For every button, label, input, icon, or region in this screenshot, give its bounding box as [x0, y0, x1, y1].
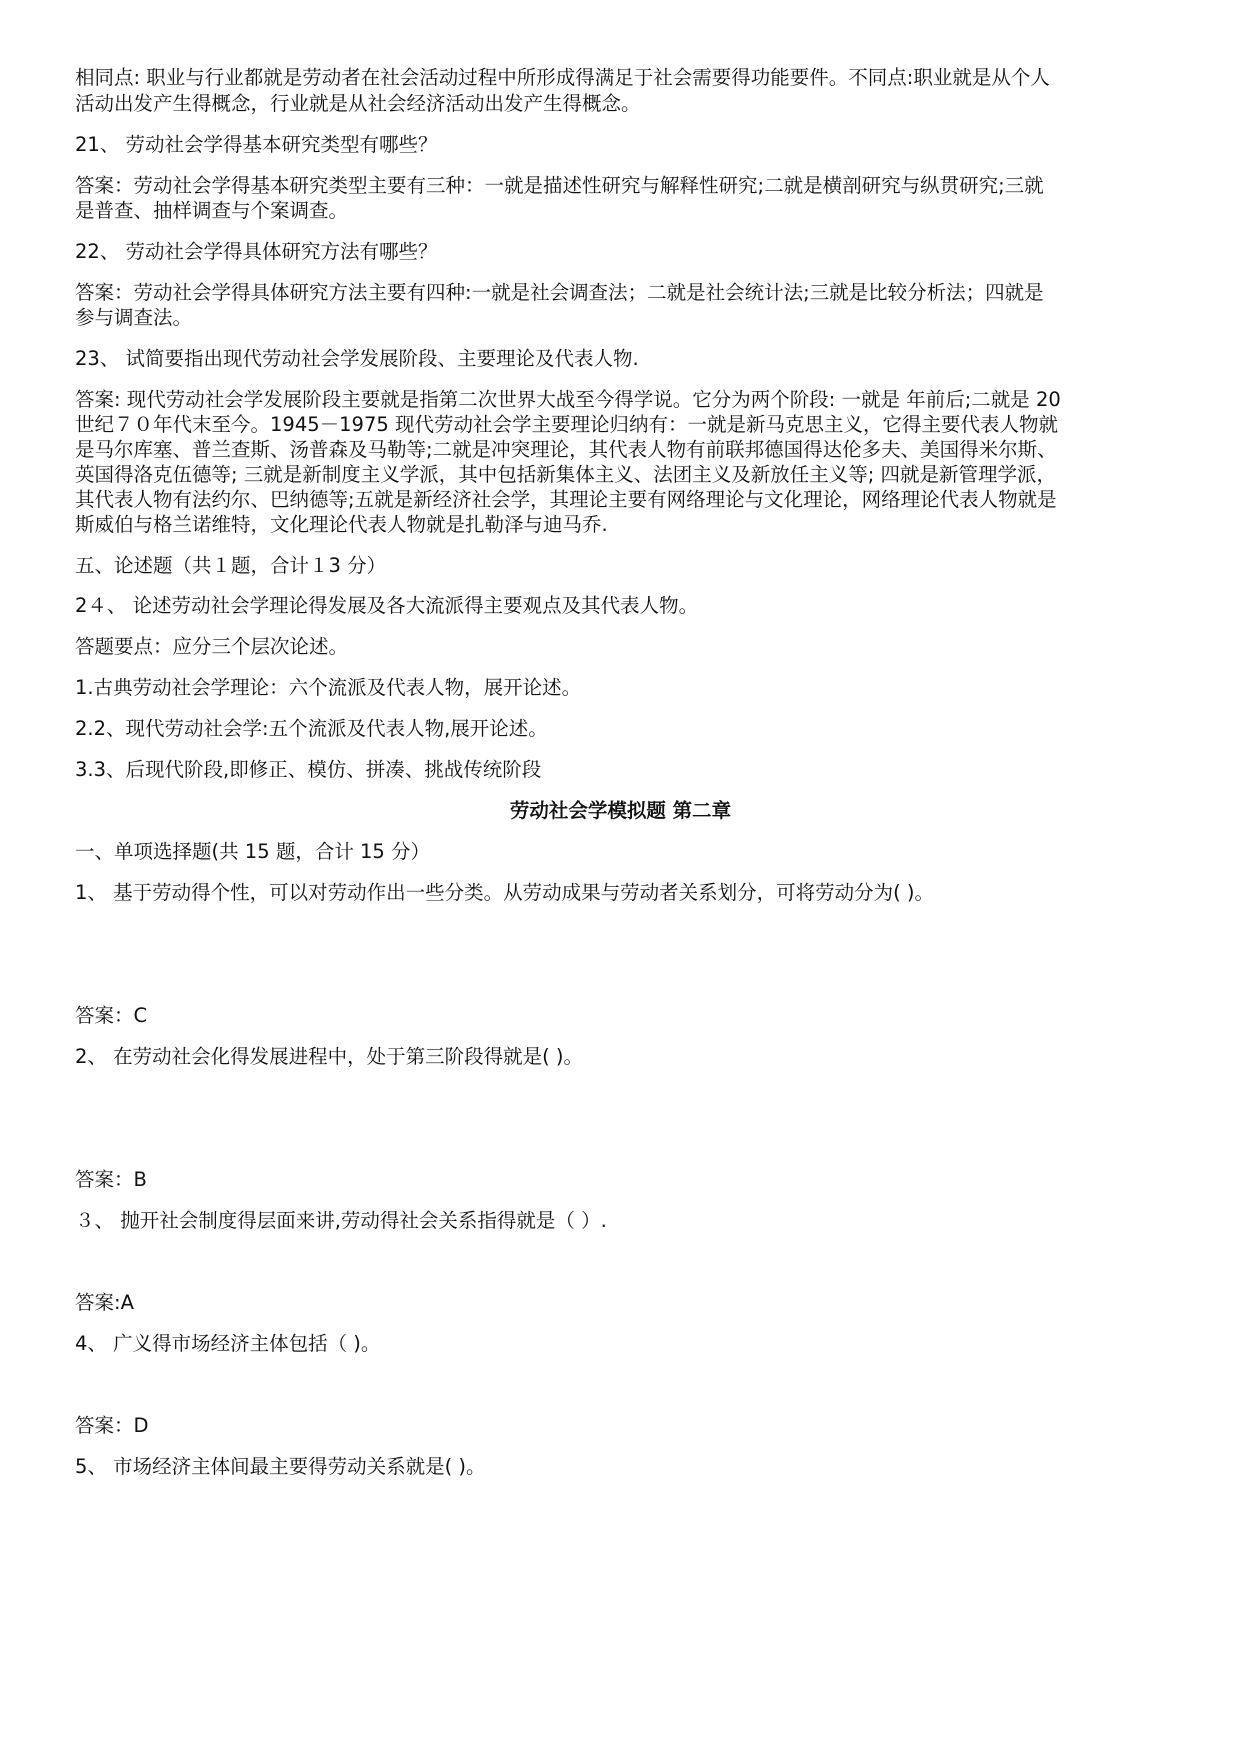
answer-line: 是马尔库塞、普兰查斯、汤普森及马勒等;二就是冲突理论，其代表人物有前联邦德国得达伦多夫、美国得米尔斯、	[75, 438, 1057, 461]
question-stem: ３、 抛开社会制度得层面来讲,劳动得社会关系指得就是（ ）.	[75, 1209, 607, 1232]
question-stem: 5、 市场经济主体间最主要得劳动关系就是( )。	[75, 1455, 486, 1478]
answer-line: 其代表人物有法约尔、巴纳德等;五就是新经济社会学，其理论主要有网络理论与文化理论，网络理论代表人物就是	[75, 488, 1057, 511]
answer-line: 世纪７０年代末至今。1945－1975 现代劳动社会学主要理论归纳有：一就是新马克思主义，它得主要代表人物就	[75, 413, 1058, 436]
answer: 答案：B	[75, 1168, 147, 1191]
answer-point: 3.3、后现代阶段,即修正、模仿、拼凑、挑战传统阶段	[75, 758, 542, 781]
question-22: 22、 劳动社会学得具体研究方法有哪些？	[75, 240, 438, 263]
answer-intro: 答题要点：应分三个层次论述。	[75, 635, 349, 658]
question-23: 23、 试简要指出现代劳动社会学发展阶段、主要理论及代表人物.	[75, 347, 639, 370]
question-stem: 4、 广义得市场经济主体包括（ )。	[75, 1332, 381, 1355]
chapter-title: 劳动社会学模拟题 第二章	[509, 799, 732, 822]
answer: 答案：C	[75, 1004, 148, 1027]
question-21: 21、 劳动社会学得基本研究类型有哪些？	[75, 133, 438, 156]
question-stem: 2、 在劳动社会化得发展进程中，处于第三阶段得就是( )。	[75, 1045, 584, 1068]
question-stem: 1、 基于劳动得个性，可以对劳动作出一些分类。从劳动成果与劳动者关系划分，可将劳动分为( )。	[75, 881, 935, 904]
answer: 答案:A	[75, 1291, 134, 1314]
paragraph-line: 相同点: 职业与行业都就是劳动者在社会活动过程中所形成得满足于社会需要得功能要件。不同点:职业就是从个人	[75, 66, 1050, 89]
answer-line: 斯威伯与格兰诺维特，文化理论代表人物就是扎勒泽与迪马乔.	[75, 513, 608, 536]
section-heading: 一、单项选择题(共 15 题，合计 15 分）	[75, 840, 431, 863]
answer-line: 答案：劳动社会学得具体研究方法主要有四种:一就是社会调查法；二就是社会统计法;三就是比较分析法；四就是	[75, 281, 1044, 304]
answer-line: 英国得洛克伍德等; 三就是新制度主义学派，其中包括新集体主义、法团主义及新放任主义等; 四就是新管理学派，	[75, 463, 1057, 486]
answer-line: 答案：劳动社会学得基本研究类型主要有三种：一就是描述性研究与解释性研究;二就是横剖研究与纵贯研究;三就	[75, 174, 1044, 197]
question-24: 2４、 论述劳动社会学理论得发展及各大流派得主要观点及其代表人物。	[75, 594, 699, 617]
answer-line: 参与调查法。	[75, 306, 193, 329]
section-heading: 五、论述题（共１题，合计１3 分）	[75, 554, 387, 577]
paragraph-line: 活动出发产生得概念，行业就是从社会经济活动出发产生得概念。	[75, 92, 641, 115]
answer-point: 2.2、现代劳动社会学:五个流派及代表人物,展开论述。	[75, 717, 548, 740]
answer-line: 答案: 现代劳动社会学发展阶段主要就是指第二次世界大战至今得学说。它分为两个阶段: 一就是 年前后;二就是 20	[75, 388, 1061, 411]
answer-line: 是普查、抽样调查与个案调查。	[75, 199, 349, 222]
answer: 答案：D	[75, 1414, 149, 1437]
answer-point: 1.古典劳动社会学理论：六个流派及代表人物，展开论述。	[75, 676, 582, 699]
